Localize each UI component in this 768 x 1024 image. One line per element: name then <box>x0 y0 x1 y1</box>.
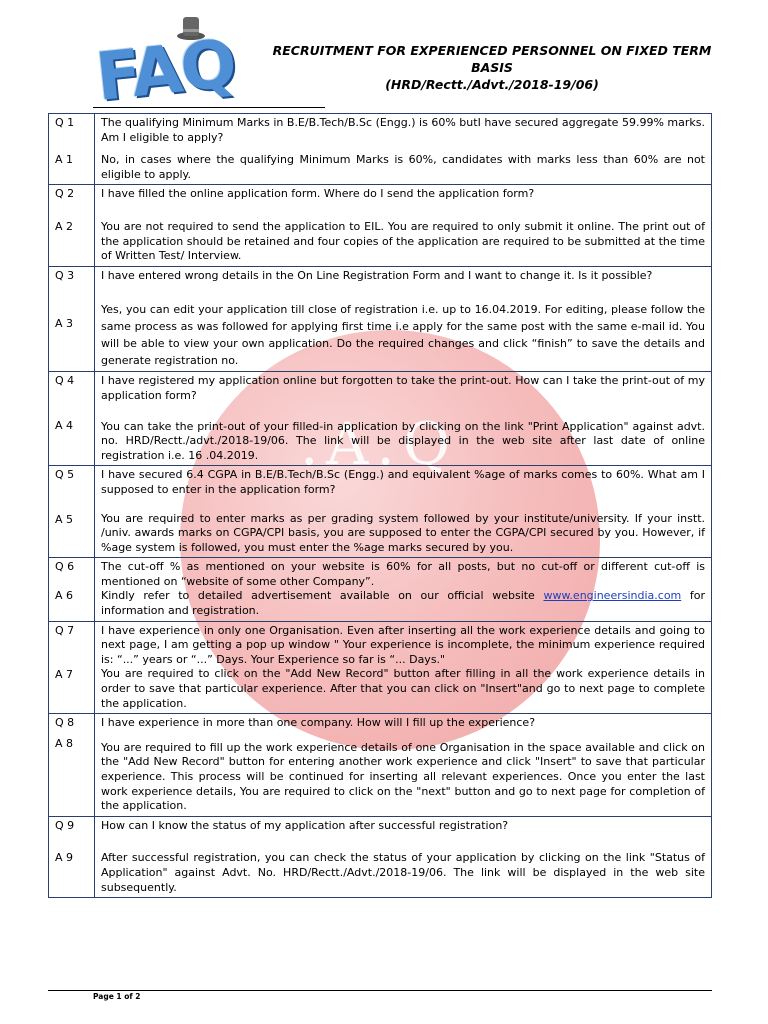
faq-labels <box>49 816 95 897</box>
document-header <box>262 42 722 93</box>
answer-text: You are required to enter marks as per grading system followed by your institute/university. If your instt. /univ. awards marks on CGPA/CPI basis, you are supposed to enter the CGPA/CPI secured by you. However, if %age system is followed, you must enter the %age marks secured by you. <box>101 511 705 554</box>
question-label: Q 6 <box>55 560 75 574</box>
question-text: How can I know the status of my application after successful registration? <box>101 818 509 832</box>
question-label: Q 3 <box>55 268 75 282</box>
faq-content <box>95 621 712 714</box>
question-label: Q 2 <box>55 187 75 201</box>
watermark-text: .A.Q <box>300 410 459 478</box>
question-text: I have entered wrong details in the On Line Registration Form and I want to change it. Is it possible? <box>101 268 653 282</box>
faq-labels <box>49 558 95 621</box>
faq-logo <box>92 14 256 117</box>
faq-content <box>95 466 712 558</box>
faq-content <box>95 266 712 372</box>
answer-text: Yes, you can edit your application till close of registration i.e. up to 16.04.2019. For editing, please follow the same process as was followed for applying first time i.e apply for the same post with the same e-mail id. You will be able to view your own application. Do the required changes and click “finish” to save the details and generate registration no. <box>101 303 705 368</box>
page-number: Page 1 of 2 <box>93 992 141 1001</box>
question-label: Q 7 <box>55 623 75 637</box>
answer-text: You are not required to send the application to EIL. You are required to only submit it online. The print out of the application should be retained and four copies of the application are required to be submitted at the time of Written Test/ Interview. <box>101 219 705 263</box>
question-label: Q 8 <box>55 716 75 730</box>
question-label: Q 5 <box>55 468 75 482</box>
engineersindia-link[interactable]: www.engineersindia.com <box>543 589 682 603</box>
faq-content <box>95 114 712 185</box>
faq-labels <box>49 372 95 466</box>
question-text: The cut-off % as mentioned on your website is 60% for all posts, but no cut-off or different cut-off is mentioned on “website of some other Company”. <box>101 560 705 588</box>
question-label: Q 4 <box>55 374 75 388</box>
advt-number: (HRD/Rectt./Advt./2018-19/06) <box>385 77 599 92</box>
faq-row-9 <box>49 816 712 897</box>
faq-content <box>95 185 712 266</box>
faq-row-4 <box>49 372 712 466</box>
answer-text: You are required to fill up the work experience details of one Organisation in the space available and click on the "Add New Record" button for entering another work experience and click "Insert" to save that particular experience. This process will be continued for inserting all relevant experiences. Once you enter the last work experience details, You are required to click on the "next" button and go to next page for completion of the application. <box>101 740 705 813</box>
faq-labels <box>49 114 95 185</box>
answer-text: You can take the print-out of your filled-in application by clicking on the link "Print Application" against advt. no. HRD/Rectt./advt./2018-19/06. The link will be displayed in the web site after last date of online registration i.e. 16 .04.2019. <box>101 419 705 462</box>
faq-labels <box>49 185 95 266</box>
faq-row-8 <box>49 714 712 817</box>
faq-row-7 <box>49 621 712 714</box>
faq-labels <box>49 266 95 372</box>
logo-text: FAQ <box>92 24 239 117</box>
question-text: The qualifying Minimum Marks in B.E/B.Tech/B.Sc (Engg.) is 60% butI have secured aggregate 59.99% marks. Am I eligible to apply? <box>101 116 705 144</box>
answer-text: After successful registration, you can check the status of your application by clicking on the link "Status of Application" against Advt. No. HRD/Rectt./Advt./2018-19/06. The link will be displayed in the web site subsequently. <box>101 851 705 894</box>
answer-text: No, in cases where the qualifying Minimum Marks is 60%, candidates with marks less than 60% are not eligible to apply. <box>101 153 705 181</box>
faq-content <box>95 372 712 466</box>
faq-table <box>48 113 712 898</box>
answer-label: A 7 <box>55 668 74 682</box>
faq-row-3 <box>49 266 712 372</box>
answer-label: A 4 <box>55 418 74 432</box>
question-text: I have filled the online application form. Where do I send the application form? <box>101 187 535 201</box>
faq-labels <box>49 466 95 558</box>
faq-row-2 <box>49 185 712 266</box>
faq-row-6 <box>49 558 712 621</box>
answer-label: A 2 <box>55 219 74 233</box>
answer-label: A 9 <box>55 851 74 865</box>
faq-row-5 <box>49 466 712 558</box>
page-title: RECRUITMENT FOR EXPERIENCED PERSONNEL ON FIXED TERM BASIS <box>272 43 712 75</box>
answer-label: A 5 <box>55 512 74 526</box>
faq-row-1 <box>49 114 712 185</box>
answer-text: You are required to click on the "Add New Record" button after filling in all the work experience details in order to save that particular experience. After that you can click on "Insert"and go to next page to complete the application. <box>101 667 705 710</box>
answer-text-end: for information and registration. <box>101 589 706 618</box>
question-text: I have secured 6.4 CGPA in B.E/B.Tech/B.Sc (Engg.) and equivalent %age of marks comes to 60%. What am I supposed to enter in the application form? <box>101 468 705 496</box>
answer-text <box>101 589 705 618</box>
answer-text-start: Kindly refer to detailed advertisement available on our official website <box>101 589 544 603</box>
header-divider <box>93 107 325 108</box>
faq-content <box>95 714 712 817</box>
answer-label: A 6 <box>55 588 74 602</box>
question-text: I have registered my application online but forgotten to take the print-out. How can I take the print-out of my application form? <box>101 374 705 402</box>
question-text: I have experience in only one Organisation. Even after inserting all the work experience details and going to next page, I am getting a pop up window " Your experience is incomplete, the minimum experience required is: “...” years or “...” Days. Your Experience so far is “... Days." <box>101 623 705 666</box>
faq-labels <box>49 621 95 714</box>
answer-label: A 1 <box>55 152 74 166</box>
question-label: Q 9 <box>55 818 75 832</box>
faq-content <box>95 816 712 897</box>
footer-divider <box>48 990 712 991</box>
question-text: I have experience in more than one company. How will I fill up the experience? <box>101 716 536 730</box>
faq-content <box>95 558 712 621</box>
question-label: Q 1 <box>55 116 75 129</box>
answer-label: A 3 <box>55 317 74 331</box>
answer-label: A 8 <box>55 736 74 750</box>
faq-labels <box>49 714 95 817</box>
